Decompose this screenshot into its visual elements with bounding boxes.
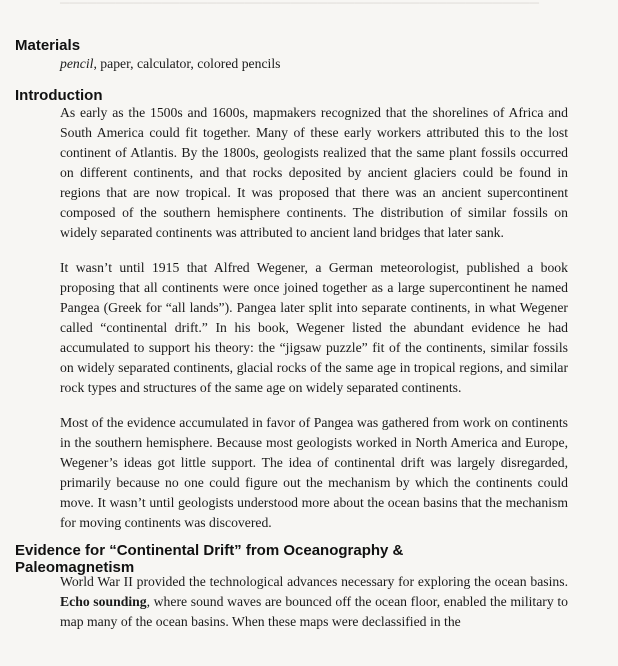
introduction-heading: Introduction [15, 87, 103, 104]
evidence-heading: Evidence for “Continental Drift” from Oceanography & Paleomagnetism [15, 542, 404, 576]
echo-sounding-term: Echo sounding [60, 594, 147, 609]
introduction-paragraph-1: As early as the 1500s and 1600s, mapmakers recognized that the shorelines of Africa and South America could fit together. Many of these early workers attributed this to the lost continent of Atlantis. By the 1800s, geologists realized that the same plant fossils occurred on different continents, and that rocks deposited by ancient glaciers could be found in regions that are now tropical. It was proposed that there was an ancient supercontinent composed of the southern hemisphere continents. The distribution of similar fossils on widely separated continents was attributed to ancient land bridges that later sank. [60, 105, 568, 240]
evidence-text-end: , where sound waves are bounced off the ocean floor, enabled the military to map many of the ocean basins. When these maps were declassified in the [60, 594, 568, 629]
introduction-paragraph-3: Most of the evidence accumulated in favor of Pangea was gathered from work on continents in the southern hemisphere. Because most geologists worked in North America and Europe, Wegener’s ideas got little support. The idea of continental drift was largely disregarded, primarily because no one could figure out the mechanism by which the continents could move. It wasn’t until geologists understood more about the ocean basins that the mechanism for moving continents was discovered. [60, 415, 568, 530]
evidence-text-start: World War II provided the technological advances necessary for exploring the ocean basins. [60, 574, 568, 589]
materials-list [60, 54, 560, 74]
materials-heading: Materials [15, 37, 81, 54]
materials-item-pencil: pencil [60, 56, 94, 71]
introduction-paragraph-2: It wasn’t until 1915 that Alfred Wegener, a German meteorologist, published a book proposing that all continents were once joined together as a large supercontinent he named Pangea (Greek for “all lands”). Pangea later split into separate continents, in what Wegener called “continental drift.” In his book, Wegener listed the abundant evidence he had accumulated to support his theory: the “jigsaw puzzle” fit of the continents, similar fossils on widely separated continents, glacial rocks of the same age in tropical regions, and similar rock types and structures of the same age on widely separated continents. [60, 260, 568, 395]
evidence-paragraph [60, 572, 568, 632]
materials-items-rest: , paper, calculator, colored pencils [93, 56, 281, 71]
bleed-through-text-top: ──────────────────────────────────────────────────── [60, 0, 539, 10]
